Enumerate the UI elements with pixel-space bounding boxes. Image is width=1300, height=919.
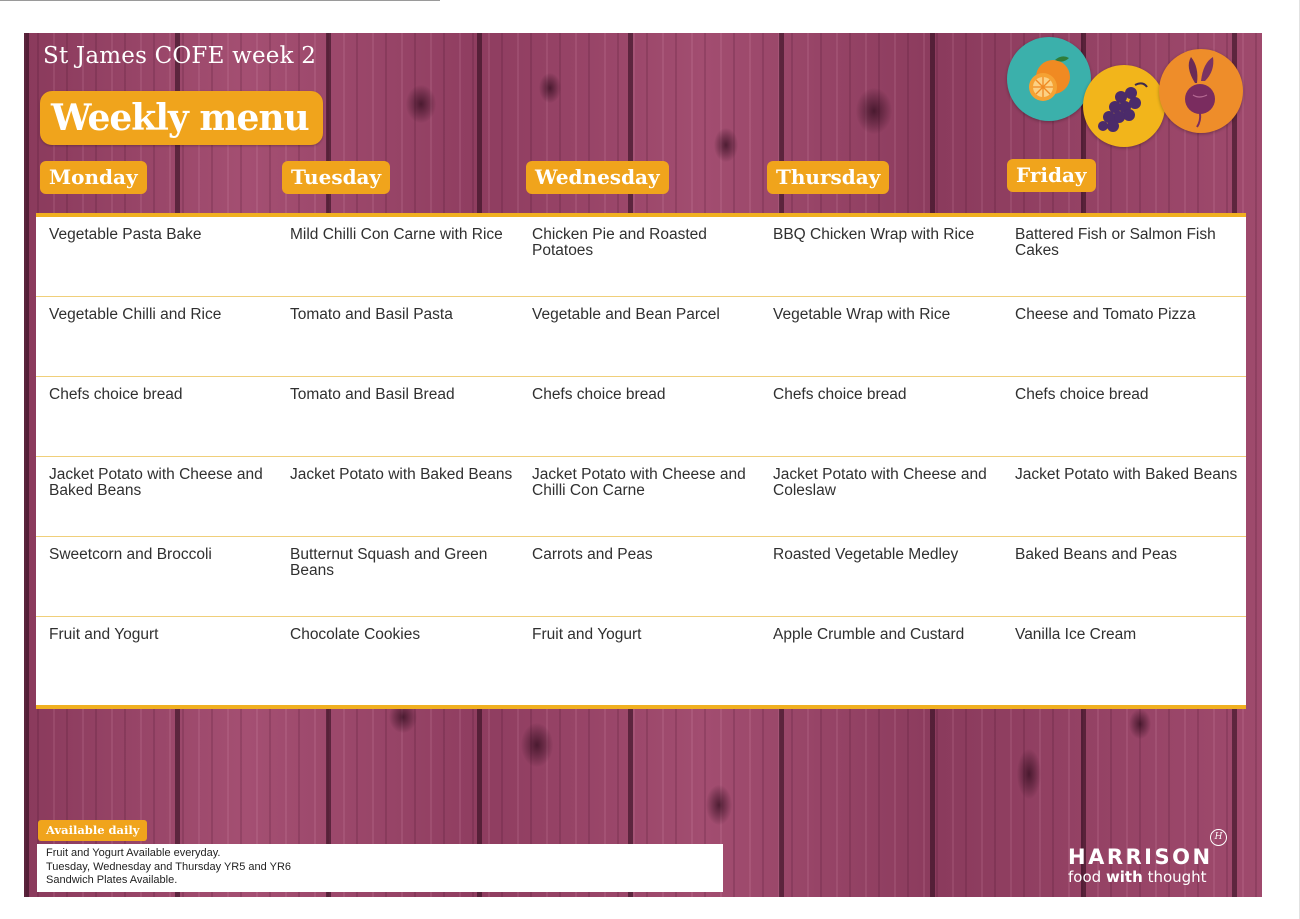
menu-cell: Roasted Vegetable Medley [773, 546, 959, 563]
menu-cell: Chicken Pie and Roasted Potatoes [532, 226, 707, 259]
wood-knot [706, 785, 732, 825]
menu-cell: Vegetable Pasta Bake [49, 226, 202, 243]
menu-row-5 [36, 537, 1246, 617]
menu-cell: Vanilla Ice Cream [1015, 626, 1137, 643]
available-line: Sandwich Plates Available. [46, 874, 178, 886]
menu-cell: Vegetable Wrap with Rice [773, 306, 951, 323]
wood-knot [856, 88, 892, 134]
available-daily-box [37, 844, 723, 892]
menu-cell: Battered Fish or Salmon Fish Cakes [1015, 226, 1216, 259]
tagline-part: food [1068, 868, 1106, 886]
brand-tagline [1068, 869, 1238, 886]
menu-cell: Tomato and Basil Pasta [290, 306, 453, 323]
tagline-part: thought [1142, 868, 1207, 886]
menu-cell: Apple Crumble and Custard [773, 626, 965, 643]
available-daily-label: Available daily [38, 820, 147, 841]
scan-border-top [0, 0, 440, 1]
menu-row-6 [36, 617, 1246, 697]
available-line: Fruit and Yogurt Available everyday. [46, 847, 221, 859]
wood-knot [539, 73, 561, 103]
wood-knot [1017, 749, 1041, 799]
available-line: Tuesday, Wednesday and Thursday YR5 and YR6 [46, 860, 292, 873]
menu-cell: Chefs choice bread [49, 386, 183, 403]
menu-row-2 [36, 297, 1246, 377]
menu-cell: Vegetable Chilli and Rice [49, 306, 222, 323]
menu-cell: Jacket Potato with Cheese and Coleslaw [773, 466, 987, 499]
orange-icon [1007, 37, 1091, 121]
menu-cell: Vegetable and Bean Parcel [532, 306, 720, 323]
brand-name: HARRISON [1068, 845, 1213, 869]
menu-cell: Fruit and Yogurt [532, 626, 642, 643]
page-title: Weekly menu [40, 91, 323, 145]
menu-row-4 [36, 457, 1246, 537]
day-header-wednesday: Wednesday [526, 161, 669, 194]
menu-cell: Jacket Potato with Baked Beans [290, 466, 513, 483]
menu-cell: Cheese and Tomato Pizza [1015, 306, 1196, 323]
menu-cell: Jacket Potato with Cheese and Chilli Con Carne [532, 466, 746, 499]
day-header-friday: Friday [1007, 159, 1096, 192]
grapes-icon [1083, 65, 1165, 147]
menu-cell: Sweetcorn and Broccoli [49, 546, 212, 563]
day-header-thursday: Thursday [767, 161, 889, 194]
menu-cell: Butternut Squash and Green Beans [290, 546, 488, 579]
beetroot-icon [1159, 49, 1243, 133]
wood-knot [1129, 709, 1151, 739]
wood-knot [521, 723, 553, 767]
day-header-tuesday: Tuesday [282, 161, 390, 194]
wood-knot [714, 128, 738, 162]
menu-cell: Chefs choice bread [1015, 386, 1149, 403]
menu-cell: Fruit and Yogurt [49, 626, 159, 643]
menu-row-1 [36, 217, 1246, 297]
brand-mark-icon: H [1210, 829, 1227, 846]
menu-cell: Chocolate Cookies [290, 626, 421, 643]
tagline-bold: with [1105, 868, 1143, 886]
menu-cell: Carrots and Peas [532, 546, 653, 563]
menu-cell: BBQ Chicken Wrap with Rice [773, 226, 975, 243]
menu-board [24, 33, 1262, 897]
menu-cell: Jacket Potato with Cheese and Baked Beans [49, 466, 263, 499]
menu-cell: Mild Chilli Con Carne with Rice [290, 226, 503, 243]
menu-cell: Tomato and Basil Bread [290, 386, 455, 403]
menu-cell: Chefs choice bread [532, 386, 666, 403]
school-name: St James COFE week 2 [43, 43, 317, 69]
menu-table [36, 213, 1246, 709]
day-header-monday: Monday [40, 161, 147, 194]
menu-cell: Chefs choice bread [773, 386, 907, 403]
wood-knot [406, 85, 436, 123]
menu-cell: Baked Beans and Peas [1015, 546, 1178, 563]
harrison-logo [1068, 832, 1238, 886]
menu-cell: Jacket Potato with Baked Beans [1015, 466, 1238, 483]
menu-row-3 [36, 377, 1246, 457]
